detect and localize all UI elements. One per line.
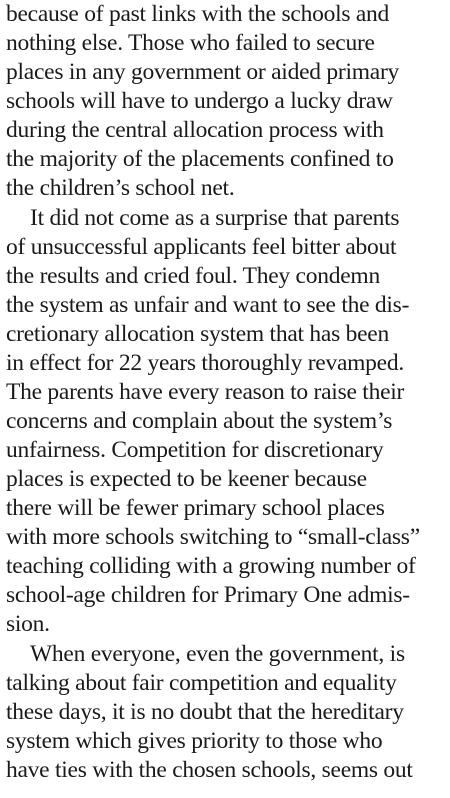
text-line: The parents have every reason to raise their — [6, 379, 405, 405]
text-line: places in any government or aided primary — [6, 59, 400, 85]
text-line: nothing else. Those who failed to secure — [6, 30, 375, 56]
text-line: unfairness. Competition for discretionary — [6, 437, 384, 463]
text-line: have ties with the chosen schools, seems out — [6, 757, 413, 783]
text-line: because of past links with the schools and — [6, 1, 390, 27]
text-line: teaching colliding with a growing number of — [6, 553, 416, 579]
text-line: cretionary allocation system that has been — [6, 321, 389, 347]
text-line: in effect for 22 years thoroughly revamped. — [6, 350, 404, 376]
text-line: there will be fewer primary school places — [6, 495, 385, 521]
paragraph-first-line: When everyone, even the government, is — [30, 641, 405, 667]
text-line: during the central allocation process with — [6, 117, 384, 143]
text-line: the system as unfair and want to see the dis- — [6, 292, 410, 318]
text-line: the children’s school net. — [6, 175, 235, 201]
text-line: talking about fair competition and equality — [6, 670, 397, 696]
text-line: schools will have to undergo a lucky draw — [6, 88, 393, 114]
article-text-column — [6, 0, 446, 798]
text-line: concerns and complain about the system’s — [6, 408, 393, 434]
text-line: places is expected to be keener because — [6, 466, 367, 492]
text-line: of unsuccessful applicants feel bitter about — [6, 234, 397, 260]
text-line: the majority of the placements confined to — [6, 146, 394, 172]
paragraph-first-line: It did not come as a surprise that parents — [30, 205, 400, 231]
text-line: these days, it is no doubt that the hereditary — [6, 699, 404, 725]
text-line: sion. — [6, 611, 50, 637]
text-line: the results and cried foul. They condemn — [6, 263, 380, 289]
text-line: system which gives priority to those who — [6, 728, 383, 754]
text-line: school-age children for Primary One admis- — [6, 582, 410, 608]
text-line: with more schools switching to “small-class” — [6, 524, 420, 550]
